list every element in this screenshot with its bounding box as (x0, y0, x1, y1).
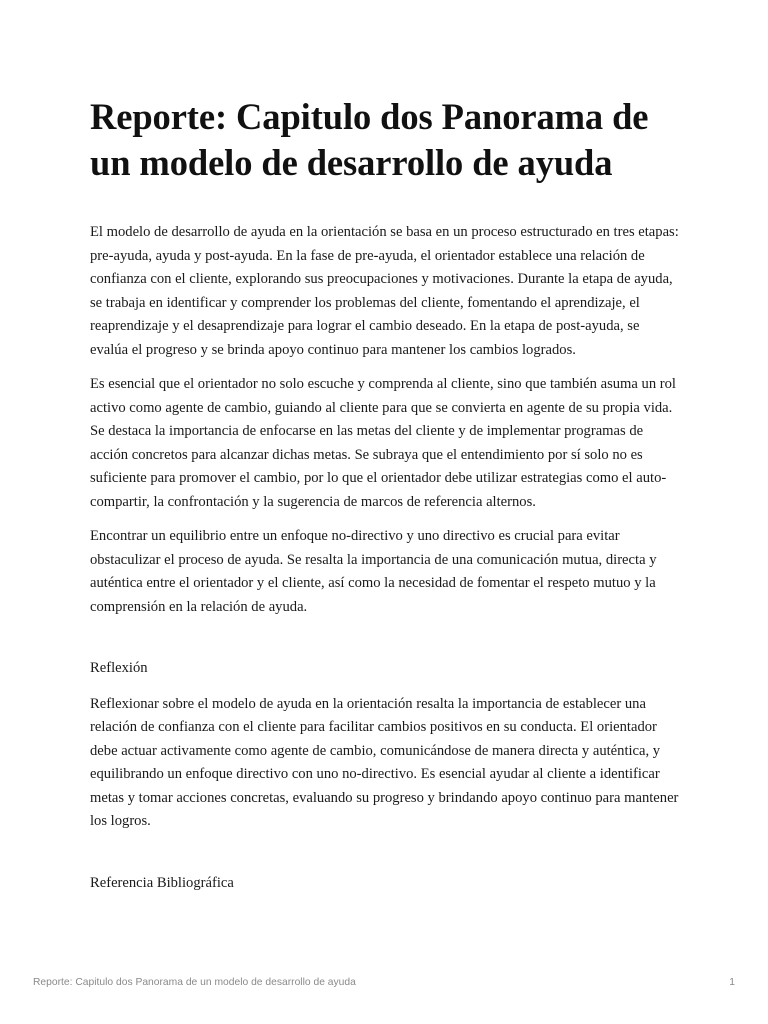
page-footer (33, 975, 735, 991)
document-body (90, 221, 680, 895)
reflection-heading: Reflexión (90, 660, 148, 676)
references-heading: Referencia Bibliográfica (90, 874, 234, 891)
reflection-paragraph: Reflexionar sobre el modelo de ayuda en la orientación resalta la importancia de establecer una relación de confianza con el cliente para facilitar cambios positivos en su conducta. El orientador debe actuar activamente como agente de cambio, comunicándose de manera directa y auténtica, y equilibrando un enfoque directivo con uno no-directivo. Es esencial ayudar al cliente a identificar metas y tomar acciones concretas, evaluando su progreso y brindando apoyo continuo para mantener los logros. (90, 695, 679, 829)
footer-document-title: Reporte: Capitulo dos Panorama de un modelo de desarrollo de ayuda (33, 977, 356, 988)
paragraph-2: Es esencial que el orientador no solo escuche y comprenda al cliente, sino que también asuma un rol activo como agente de cambio, guiando al cliente para que se convierta en agente de su propia vida. Se destaca la importancia de enfocarse en las metas del cliente y de implementar programas de acción concretos para alcanzar dichas metas. Se subraya que el entendimiento por sí solo no es suficiente para promover el cambio, por lo que el orientador debe utilizar estrategias como el auto-compartir, la confrontación y la sugerencia de marcos de referencia alternos. (90, 376, 676, 510)
document-page (90, 94, 680, 907)
paragraph-3: Encontrar un equilibrio entre un enfoque no-directivo y uno directivo es crucial para evitar obstaculizar el proceso de ayuda. Se resalta la importancia de una comunicación mutua, directa y auténtica entre el orientador y el cliente, así como la necesidad de fomentar el respeto mutuo y la comprensión en la relación de ayuda. (90, 528, 657, 615)
paragraph-1: El modelo de desarrollo de ayuda en la orientación se basa en un proceso estructurado en tres etapas: pre-ayuda, ayuda y post-ayuda. En la fase de pre-ayuda, el orientador establece una relación de confianza con el cliente, explorando sus preocupaciones y motivaciones. Durante la etapa de ayuda, se trabaja en identificar y comprender los problemas del cliente, fomentando el aprendizaje, el reaprendizaje y el desaprendizaje para lograr el cambio deseado. En la etapa de post-ayuda, se evalúa el progreso y se brinda apoyo continuo para mantener los cambios logrados. (90, 224, 679, 358)
document-title: Reporte: Capitulo dos Panorama de un modelo de desarrollo de ayuda (90, 96, 649, 183)
page-number: 1 (729, 977, 735, 988)
